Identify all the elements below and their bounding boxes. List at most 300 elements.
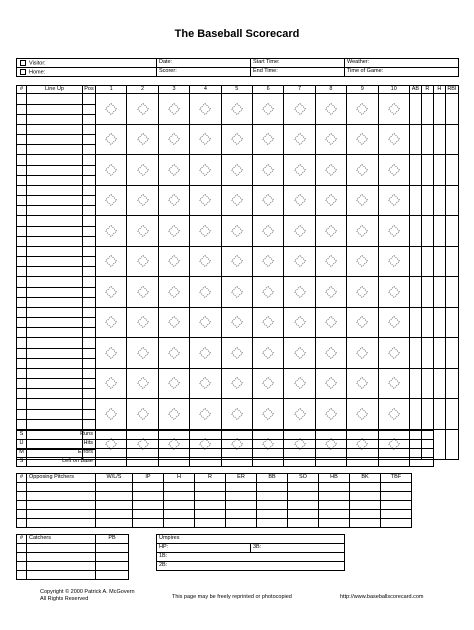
- summary-cell[interactable]: [221, 431, 252, 440]
- summary-cell[interactable]: [190, 458, 221, 467]
- at-bat-cell[interactable]: [315, 307, 346, 338]
- pitcher-stat-cell[interactable]: [319, 510, 350, 519]
- summary-cell[interactable]: [347, 449, 378, 458]
- stat-cell[interactable]: [421, 277, 433, 308]
- at-bat-cell[interactable]: [158, 155, 189, 186]
- batter-pos-cell[interactable]: [83, 277, 96, 288]
- batter-num-cell[interactable]: [17, 175, 27, 185]
- pitcher-stat-cell[interactable]: [288, 519, 319, 528]
- summary-cell[interactable]: [378, 449, 409, 458]
- batter-num-cell[interactable]: [17, 226, 27, 236]
- at-bat-cell[interactable]: [378, 399, 409, 430]
- at-bat-cell[interactable]: [127, 368, 158, 399]
- at-bat-cell[interactable]: [378, 124, 409, 155]
- batter-pos-cell[interactable]: [83, 185, 96, 196]
- at-bat-cell[interactable]: [347, 216, 378, 247]
- end-time-field[interactable]: End Time:: [251, 68, 345, 77]
- stat-cell[interactable]: [421, 124, 433, 155]
- pitcher-stat-cell[interactable]: [96, 510, 133, 519]
- batter-name-cell[interactable]: [27, 328, 83, 338]
- at-bat-cell[interactable]: [347, 307, 378, 338]
- pitcher-stat-cell[interactable]: [350, 492, 381, 501]
- at-bat-cell[interactable]: [96, 124, 127, 155]
- at-bat-cell[interactable]: [127, 155, 158, 186]
- time-of-game-field[interactable]: Time of Game:: [345, 68, 459, 77]
- at-bat-cell[interactable]: [378, 338, 409, 369]
- at-bat-cell[interactable]: [378, 368, 409, 399]
- batter-num-cell[interactable]: [17, 399, 27, 410]
- batter-num-cell[interactable]: [17, 277, 27, 288]
- at-bat-cell[interactable]: [315, 94, 346, 125]
- batter-name-cell[interactable]: [27, 307, 83, 318]
- batter-name-cell[interactable]: [27, 287, 83, 297]
- summary-cell[interactable]: [252, 440, 283, 449]
- weather-field[interactable]: Weather:: [345, 59, 459, 68]
- pitcher-num-cell[interactable]: [17, 501, 27, 510]
- summary-cell[interactable]: [378, 431, 409, 440]
- summary-cell[interactable]: [315, 458, 346, 467]
- at-bat-cell[interactable]: [127, 216, 158, 247]
- batter-name-cell[interactable]: [27, 175, 83, 185]
- batter-num-cell[interactable]: [17, 165, 27, 175]
- at-bat-cell[interactable]: [284, 155, 315, 186]
- at-bat-cell[interactable]: [127, 246, 158, 277]
- batter-name-cell[interactable]: [27, 145, 83, 155]
- stat-cell[interactable]: [433, 307, 445, 338]
- batter-num-cell[interactable]: [17, 246, 27, 257]
- summary-cell[interactable]: [158, 431, 189, 440]
- stat-cell[interactable]: [433, 185, 445, 216]
- summary-cell[interactable]: [284, 449, 315, 458]
- pitcher-stat-cell[interactable]: [257, 483, 288, 492]
- at-bat-cell[interactable]: [347, 185, 378, 216]
- at-bat-cell[interactable]: [221, 216, 252, 247]
- at-bat-cell[interactable]: [190, 246, 221, 277]
- umpire-1b-field[interactable]: 1B:: [157, 553, 345, 562]
- batter-name-cell[interactable]: [27, 389, 83, 399]
- batter-num-cell[interactable]: [17, 267, 27, 277]
- at-bat-cell[interactable]: [315, 185, 346, 216]
- stat-cell[interactable]: [421, 185, 433, 216]
- batter-name-cell[interactable]: [27, 368, 83, 379]
- batter-num-cell[interactable]: [17, 216, 27, 227]
- pitcher-num-cell[interactable]: [17, 519, 27, 528]
- catcher-num-cell[interactable]: [17, 553, 27, 562]
- pitcher-stat-cell[interactable]: [226, 501, 257, 510]
- stat-cell[interactable]: [433, 216, 445, 247]
- pitcher-stat-cell[interactable]: [195, 501, 226, 510]
- batter-num-cell[interactable]: [17, 155, 27, 166]
- pitcher-stat-cell[interactable]: [164, 492, 195, 501]
- pitcher-name-cell[interactable]: [27, 501, 96, 510]
- at-bat-cell[interactable]: [284, 368, 315, 399]
- pitcher-stat-cell[interactable]: [257, 501, 288, 510]
- batter-pos-cell[interactable]: [83, 419, 96, 429]
- home-checkbox[interactable]: [20, 69, 26, 75]
- at-bat-cell[interactable]: [347, 399, 378, 430]
- summary-cell[interactable]: [96, 449, 127, 458]
- pitcher-stat-cell[interactable]: [381, 501, 412, 510]
- batter-pos-cell[interactable]: [83, 307, 96, 318]
- pitcher-stat-cell[interactable]: [195, 492, 226, 501]
- batter-pos-cell[interactable]: [83, 257, 96, 267]
- batter-name-cell[interactable]: [27, 338, 83, 349]
- at-bat-cell[interactable]: [221, 277, 252, 308]
- summary-cell[interactable]: [221, 449, 252, 458]
- at-bat-cell[interactable]: [252, 155, 283, 186]
- stat-cell[interactable]: [421, 155, 433, 186]
- batter-num-cell[interactable]: [17, 185, 27, 196]
- summary-cell[interactable]: [127, 458, 158, 467]
- stat-cell[interactable]: [409, 155, 421, 186]
- stat-cell[interactable]: [445, 399, 458, 430]
- at-bat-cell[interactable]: [221, 94, 252, 125]
- at-bat-cell[interactable]: [347, 338, 378, 369]
- pitcher-stat-cell[interactable]: [164, 519, 195, 528]
- pitcher-stat-cell[interactable]: [164, 501, 195, 510]
- pitcher-stat-cell[interactable]: [381, 510, 412, 519]
- batter-num-cell[interactable]: [17, 338, 27, 349]
- batter-name-cell[interactable]: [27, 94, 83, 105]
- batter-name-cell[interactable]: [27, 297, 83, 307]
- at-bat-cell[interactable]: [158, 216, 189, 247]
- pitcher-stat-cell[interactable]: [195, 483, 226, 492]
- stat-cell[interactable]: [409, 124, 421, 155]
- at-bat-cell[interactable]: [315, 216, 346, 247]
- summary-cell[interactable]: [284, 440, 315, 449]
- batter-pos-cell[interactable]: [83, 206, 96, 216]
- pitcher-stat-cell[interactable]: [381, 492, 412, 501]
- umpire-3b-field[interactable]: 3B:: [251, 544, 345, 553]
- summary-cell[interactable]: [190, 431, 221, 440]
- at-bat-cell[interactable]: [252, 338, 283, 369]
- at-bat-cell[interactable]: [284, 399, 315, 430]
- at-bat-cell[interactable]: [284, 94, 315, 125]
- stat-cell[interactable]: [433, 368, 445, 399]
- stat-cell[interactable]: [421, 399, 433, 430]
- batter-name-cell[interactable]: [27, 257, 83, 267]
- batter-pos-cell[interactable]: [83, 338, 96, 349]
- start-time-field[interactable]: Start Time:: [251, 59, 345, 68]
- at-bat-cell[interactable]: [378, 246, 409, 277]
- at-bat-cell[interactable]: [190, 399, 221, 430]
- at-bat-cell[interactable]: [190, 94, 221, 125]
- at-bat-cell[interactable]: [378, 94, 409, 125]
- batter-name-cell[interactable]: [27, 196, 83, 206]
- at-bat-cell[interactable]: [252, 307, 283, 338]
- at-bat-cell[interactable]: [315, 338, 346, 369]
- at-bat-cell[interactable]: [96, 277, 127, 308]
- stat-cell[interactable]: [409, 399, 421, 430]
- at-bat-cell[interactable]: [158, 368, 189, 399]
- stat-cell[interactable]: [409, 338, 421, 369]
- batter-pos-cell[interactable]: [83, 175, 96, 185]
- batter-num-cell[interactable]: [17, 114, 27, 124]
- batter-name-cell[interactable]: [27, 399, 83, 410]
- at-bat-cell[interactable]: [252, 185, 283, 216]
- at-bat-cell[interactable]: [96, 155, 127, 186]
- stat-cell[interactable]: [445, 307, 458, 338]
- at-bat-cell[interactable]: [190, 368, 221, 399]
- pitcher-stat-cell[interactable]: [257, 510, 288, 519]
- stat-cell[interactable]: [409, 246, 421, 277]
- batter-name-cell[interactable]: [27, 155, 83, 166]
- batter-name-cell[interactable]: [27, 348, 83, 358]
- at-bat-cell[interactable]: [221, 399, 252, 430]
- pitcher-stat-cell[interactable]: [226, 519, 257, 528]
- at-bat-cell[interactable]: [190, 307, 221, 338]
- summary-cell[interactable]: [347, 431, 378, 440]
- summary-cell[interactable]: [378, 458, 409, 467]
- at-bat-cell[interactable]: [284, 338, 315, 369]
- stat-cell[interactable]: [445, 185, 458, 216]
- stat-cell[interactable]: [409, 216, 421, 247]
- at-bat-cell[interactable]: [284, 124, 315, 155]
- stat-cell[interactable]: [445, 155, 458, 186]
- umpire-hp-field[interactable]: HP:: [157, 544, 251, 553]
- pitcher-stat-cell[interactable]: [350, 501, 381, 510]
- batter-num-cell[interactable]: [17, 297, 27, 307]
- stat-cell[interactable]: [433, 246, 445, 277]
- at-bat-cell[interactable]: [315, 246, 346, 277]
- pitcher-stat-cell[interactable]: [288, 510, 319, 519]
- batter-pos-cell[interactable]: [83, 135, 96, 145]
- catcher-name-cell[interactable]: [27, 544, 96, 553]
- batter-num-cell[interactable]: [17, 318, 27, 328]
- at-bat-cell[interactable]: [315, 399, 346, 430]
- at-bat-cell[interactable]: [190, 277, 221, 308]
- stat-cell[interactable]: [445, 368, 458, 399]
- at-bat-cell[interactable]: [127, 277, 158, 308]
- at-bat-cell[interactable]: [252, 399, 283, 430]
- stat-cell[interactable]: [433, 338, 445, 369]
- batter-pos-cell[interactable]: [83, 368, 96, 379]
- stat-cell[interactable]: [445, 338, 458, 369]
- batter-name-cell[interactable]: [27, 135, 83, 145]
- batter-name-cell[interactable]: [27, 236, 83, 246]
- at-bat-cell[interactable]: [221, 185, 252, 216]
- batter-num-cell[interactable]: [17, 236, 27, 246]
- catcher-num-cell[interactable]: [17, 544, 27, 553]
- at-bat-cell[interactable]: [158, 94, 189, 125]
- summary-total-cell[interactable]: [409, 431, 433, 440]
- summary-cell[interactable]: [190, 449, 221, 458]
- website-link[interactable]: http://www.baseballscorecard.com: [340, 594, 424, 600]
- catcher-pb-cell[interactable]: [96, 562, 129, 571]
- batter-pos-cell[interactable]: [83, 358, 96, 368]
- batter-num-cell[interactable]: [17, 348, 27, 358]
- summary-cell[interactable]: [315, 440, 346, 449]
- at-bat-cell[interactable]: [284, 216, 315, 247]
- summary-cell[interactable]: [221, 458, 252, 467]
- batter-num-cell[interactable]: [17, 409, 27, 419]
- at-bat-cell[interactable]: [96, 307, 127, 338]
- stat-cell[interactable]: [433, 429, 445, 460]
- batter-num-cell[interactable]: [17, 419, 27, 429]
- visitor-field[interactable]: [17, 59, 157, 68]
- stat-cell[interactable]: [433, 124, 445, 155]
- pitcher-name-cell[interactable]: [27, 519, 96, 528]
- pitcher-num-cell[interactable]: [17, 483, 27, 492]
- catcher-pb-cell[interactable]: [96, 571, 129, 580]
- stat-cell[interactable]: [409, 185, 421, 216]
- at-bat-cell[interactable]: [158, 124, 189, 155]
- pitcher-stat-cell[interactable]: [226, 492, 257, 501]
- pitcher-stat-cell[interactable]: [226, 483, 257, 492]
- catcher-name-cell[interactable]: [27, 562, 96, 571]
- at-bat-cell[interactable]: [190, 155, 221, 186]
- pitcher-stat-cell[interactable]: [350, 519, 381, 528]
- at-bat-cell[interactable]: [284, 246, 315, 277]
- summary-cell[interactable]: [284, 458, 315, 467]
- batter-pos-cell[interactable]: [83, 94, 96, 105]
- stat-cell[interactable]: [409, 94, 421, 125]
- stat-cell[interactable]: [421, 216, 433, 247]
- pitcher-stat-cell[interactable]: [133, 483, 164, 492]
- at-bat-cell[interactable]: [96, 94, 127, 125]
- at-bat-cell[interactable]: [127, 185, 158, 216]
- at-bat-cell[interactable]: [315, 155, 346, 186]
- at-bat-cell[interactable]: [158, 246, 189, 277]
- batter-name-cell[interactable]: [27, 216, 83, 227]
- at-bat-cell[interactable]: [221, 307, 252, 338]
- batter-pos-cell[interactable]: [83, 389, 96, 399]
- stat-cell[interactable]: [409, 368, 421, 399]
- at-bat-cell[interactable]: [347, 124, 378, 155]
- pitcher-stat-cell[interactable]: [288, 483, 319, 492]
- batter-pos-cell[interactable]: [83, 267, 96, 277]
- batter-pos-cell[interactable]: [83, 399, 96, 410]
- pitcher-stat-cell[interactable]: [133, 492, 164, 501]
- batter-num-cell[interactable]: [17, 307, 27, 318]
- home-field[interactable]: [17, 68, 157, 77]
- batter-pos-cell[interactable]: [83, 104, 96, 114]
- batter-name-cell[interactable]: [27, 267, 83, 277]
- stat-cell[interactable]: [445, 124, 458, 155]
- batter-num-cell[interactable]: [17, 124, 27, 135]
- stat-cell[interactable]: [421, 246, 433, 277]
- batter-name-cell[interactable]: [27, 124, 83, 135]
- at-bat-cell[interactable]: [378, 185, 409, 216]
- catcher-pb-cell[interactable]: [96, 553, 129, 562]
- pitcher-stat-cell[interactable]: [195, 510, 226, 519]
- batter-name-cell[interactable]: [27, 246, 83, 257]
- at-bat-cell[interactable]: [315, 124, 346, 155]
- at-bat-cell[interactable]: [158, 399, 189, 430]
- at-bat-cell[interactable]: [378, 216, 409, 247]
- catcher-name-cell[interactable]: [27, 571, 96, 580]
- summary-cell[interactable]: [96, 431, 127, 440]
- at-bat-cell[interactable]: [315, 277, 346, 308]
- summary-cell[interactable]: [221, 440, 252, 449]
- at-bat-cell[interactable]: [378, 307, 409, 338]
- pitcher-stat-cell[interactable]: [350, 510, 381, 519]
- batter-name-cell[interactable]: [27, 165, 83, 175]
- pitcher-stat-cell[interactable]: [350, 483, 381, 492]
- batter-pos-cell[interactable]: [83, 124, 96, 135]
- at-bat-cell[interactable]: [252, 94, 283, 125]
- at-bat-cell[interactable]: [252, 277, 283, 308]
- batter-pos-cell[interactable]: [83, 226, 96, 236]
- pitcher-stat-cell[interactable]: [96, 492, 133, 501]
- batter-pos-cell[interactable]: [83, 236, 96, 246]
- batter-name-cell[interactable]: [27, 114, 83, 124]
- visitor-checkbox[interactable]: [20, 60, 26, 66]
- at-bat-cell[interactable]: [347, 246, 378, 277]
- at-bat-cell[interactable]: [127, 399, 158, 430]
- at-bat-cell[interactable]: [378, 155, 409, 186]
- batter-pos-cell[interactable]: [83, 196, 96, 206]
- summary-cell[interactable]: [158, 440, 189, 449]
- summary-cell[interactable]: [315, 449, 346, 458]
- stat-cell[interactable]: [421, 368, 433, 399]
- at-bat-cell[interactable]: [96, 216, 127, 247]
- batter-pos-cell[interactable]: [83, 379, 96, 389]
- pitcher-stat-cell[interactable]: [319, 519, 350, 528]
- batter-pos-cell[interactable]: [83, 297, 96, 307]
- at-bat-cell[interactable]: [315, 368, 346, 399]
- batter-pos-cell[interactable]: [83, 216, 96, 227]
- stat-cell[interactable]: [433, 277, 445, 308]
- at-bat-cell[interactable]: [96, 368, 127, 399]
- at-bat-cell[interactable]: [284, 277, 315, 308]
- at-bat-cell[interactable]: [190, 338, 221, 369]
- at-bat-cell[interactable]: [127, 307, 158, 338]
- at-bat-cell[interactable]: [96, 338, 127, 369]
- batter-name-cell[interactable]: [27, 185, 83, 196]
- summary-cell[interactable]: [127, 431, 158, 440]
- batter-name-cell[interactable]: [27, 277, 83, 288]
- batter-name-cell[interactable]: [27, 104, 83, 114]
- batter-name-cell[interactable]: [27, 409, 83, 419]
- batter-num-cell[interactable]: [17, 328, 27, 338]
- at-bat-cell[interactable]: [252, 246, 283, 277]
- pitcher-stat-cell[interactable]: [319, 501, 350, 510]
- stat-cell[interactable]: [433, 94, 445, 125]
- at-bat-cell[interactable]: [127, 124, 158, 155]
- at-bat-cell[interactable]: [158, 307, 189, 338]
- batter-name-cell[interactable]: [27, 419, 83, 429]
- at-bat-cell[interactable]: [190, 216, 221, 247]
- at-bat-cell[interactable]: [190, 185, 221, 216]
- summary-cell[interactable]: [127, 449, 158, 458]
- catcher-name-cell[interactable]: [27, 553, 96, 562]
- summary-cell[interactable]: [127, 440, 158, 449]
- stat-cell[interactable]: [421, 338, 433, 369]
- stat-cell[interactable]: [445, 429, 458, 460]
- batter-pos-cell[interactable]: [83, 145, 96, 155]
- stat-cell[interactable]: [445, 216, 458, 247]
- at-bat-cell[interactable]: [252, 216, 283, 247]
- at-bat-cell[interactable]: [158, 277, 189, 308]
- batter-pos-cell[interactable]: [83, 114, 96, 124]
- stat-cell[interactable]: [445, 94, 458, 125]
- at-bat-cell[interactable]: [221, 155, 252, 186]
- batter-num-cell[interactable]: [17, 206, 27, 216]
- pitcher-stat-cell[interactable]: [288, 501, 319, 510]
- summary-cell[interactable]: [252, 449, 283, 458]
- pitcher-stat-cell[interactable]: [319, 492, 350, 501]
- at-bat-cell[interactable]: [347, 277, 378, 308]
- at-bat-cell[interactable]: [221, 246, 252, 277]
- at-bat-cell[interactable]: [127, 94, 158, 125]
- at-bat-cell[interactable]: [96, 185, 127, 216]
- pitcher-stat-cell[interactable]: [226, 510, 257, 519]
- batter-name-cell[interactable]: [27, 358, 83, 368]
- catcher-num-cell[interactable]: [17, 571, 27, 580]
- at-bat-cell[interactable]: [96, 246, 127, 277]
- stat-cell[interactable]: [445, 277, 458, 308]
